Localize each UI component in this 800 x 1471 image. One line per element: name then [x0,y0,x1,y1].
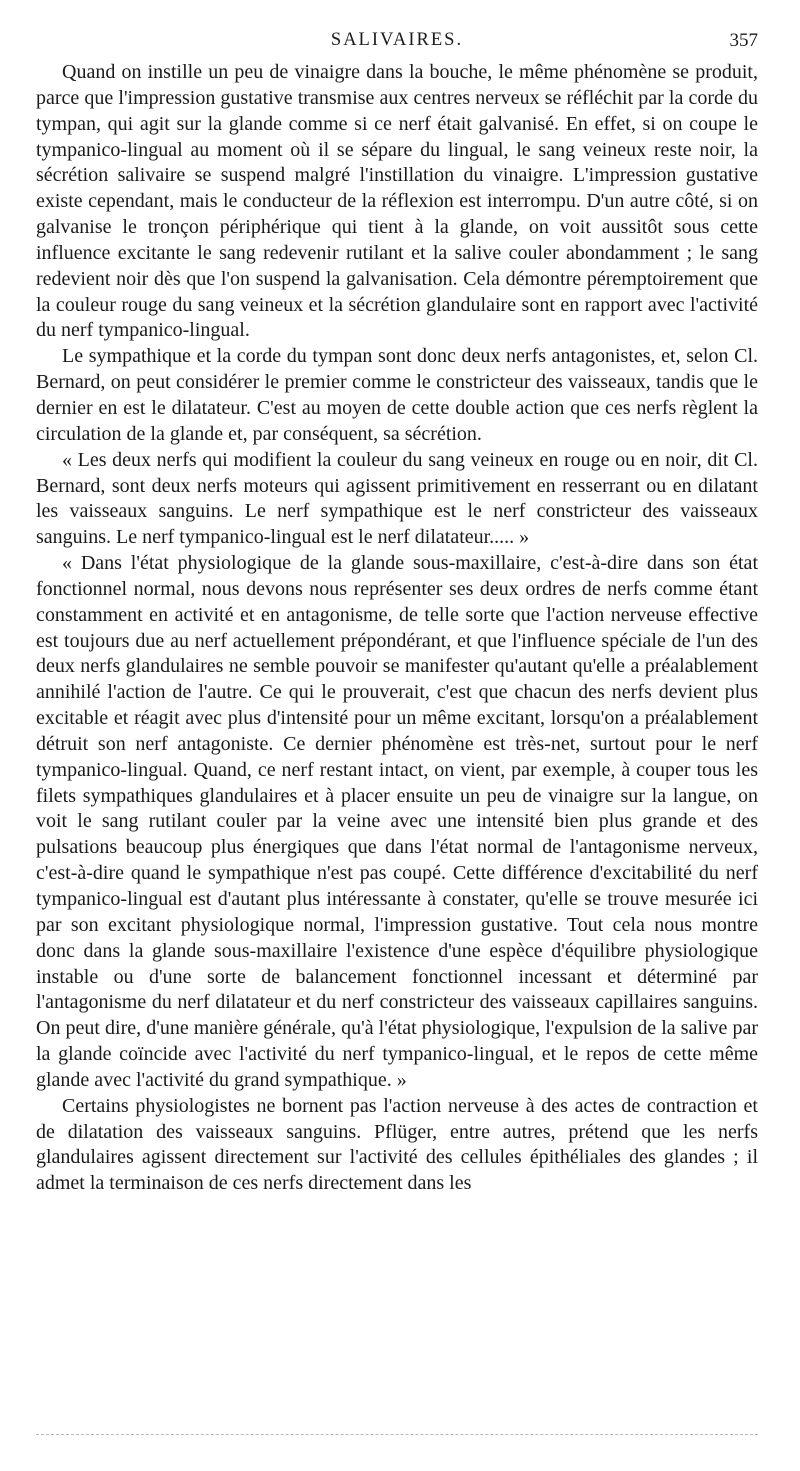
footer-rule [36,1434,758,1435]
paragraph: Certains physiologistes ne bornent pas l'action nerveuse à des actes de contraction et de dilatation des vaisseaux sanguins. Pflüger, entre autres, prétend que les nerfs glandulaires agissent directement sur l'activité des cellules épithéliales des glandes ; il admet la terminaison de ces nerfs directement dans les [36,1094,758,1195]
running-head [36,30,758,54]
running-title: SALIVAIRES. [330,30,464,50]
body-text [36,60,758,1197]
page-number: 357 [729,30,758,51]
paragraph: « Dans l'état physiologique de la glande sous-maxillaire, c'est-à-dire dans son état fonctionnel normal, nous devons nous représenter ses deux ordres de nerfs comme étant constamment en activité et en antagonisme, de telle sorte que l'action nerveuse effective est toujours due au nerf actuellement prépondérant, et que l'influence spéciale de l'un des deux nerfs glandulaires ne semble pouvoir se manifester qu'autant qu'elle a préalablement annihilé l'action de l'autre. Ce qui le prouverait, c'est que chacun des nerfs devient plus excitable et réagit avec plus d'intensité pour un même excitant, lorsqu'on a préalablement détruit son nerf antagoniste. Ce dernier phénomène est très-net, surtout pour le nerf tympanico-lingual. Quand, ce nerf restant intact, on vient, par exemple, à couper tous les filets sympathiques glandulaires et à placer ensuite un peu de vinaigre sur la langue, on voit le sang rutilant couler par la veine avec une intensité bien plus grande et des pulsations beaucoup plus énergiques que dans l'état normal de l'antagonisme nerveux, c'est-à-dire quand le sympathique n'est pas coupé. Cette différence d'excitabilité du nerf tympanico-lingual est d'autant plus intéressante à constater, qu'elle se trouve mesurée ici par son excitant physiologique normal, l'impression gustative. Tout cela nous montre donc dans la glande sous-maxillaire l'existence d'une espèce d'équilibre physiologique instable ou d'une sorte de balancement fonctionnel incessant et déterminé par l'antagonisme du nerf dilatateur et du nerf constricteur des vaisseaux capillaires sanguins. On peut dire, d'une manière générale, qu'à l'état physiologique, l'expulsion de la salive par la glande coïncide avec l'activité du nerf tympanico-lingual, et le repos de cette même glande avec l'activité du grand sympathique. » [36,552,758,1091]
paragraph: « Les deux nerfs qui modifient la couleur du sang veineux en rouge ou en noir, dit Cl. Bernard, sont deux nerfs moteurs qui agissent primitivement en resserrant ou en dilatant les vaisseaux sanguins. Le nerf sympathique est le nerf constricteur des vaisseaux sanguins. Le nerf tympanico-lingual est le nerf dilatateur..... » [36,448,758,549]
paragraph: Quand on instille un peu de vinaigre dans la bouche, le même phénomène se produit, parce que l'impression gustative transmise aux centres nerveux se réfléchit par la corde du tympan, qui agit sur la glande comme si ce nerf était galvanisé. En effet, si on coupe le tympanico-lingual au moment où il se sépare du lingual, le sang veineux reste noir, la sécrétion salivaire se suspend malgré l'instillation du vinaigre. L'impression gustative existe cependant, mais le conducteur de la réflexion est interrompu. D'un autre côté, si on galvanise le tronçon périphérique qui tient à la glande, on voit aussitôt sous cette influence excitante le sang redevenir rutilant et la salive couler abondamment ; le sang redevient noir dès que l'on suspend la galvanisation. Cela démontre péremptoirement que la couleur rouge du sang veineux et la sécrétion glandulaire sont en rapport avec l'activité du nerf tympanico-lingual. [36,61,758,342]
paragraph: Le sympathique et la corde du tympan sont donc deux nerfs antagonistes, et, selon Cl. Bernard, on peut considérer le premier comme le constricteur des vaisseaux, tandis que le dernier en est le dilatateur. C'est au moyen de cette double action que ces nerfs règlent la circulation de la glande et, par conséquent, sa sécrétion. [36,345,758,445]
